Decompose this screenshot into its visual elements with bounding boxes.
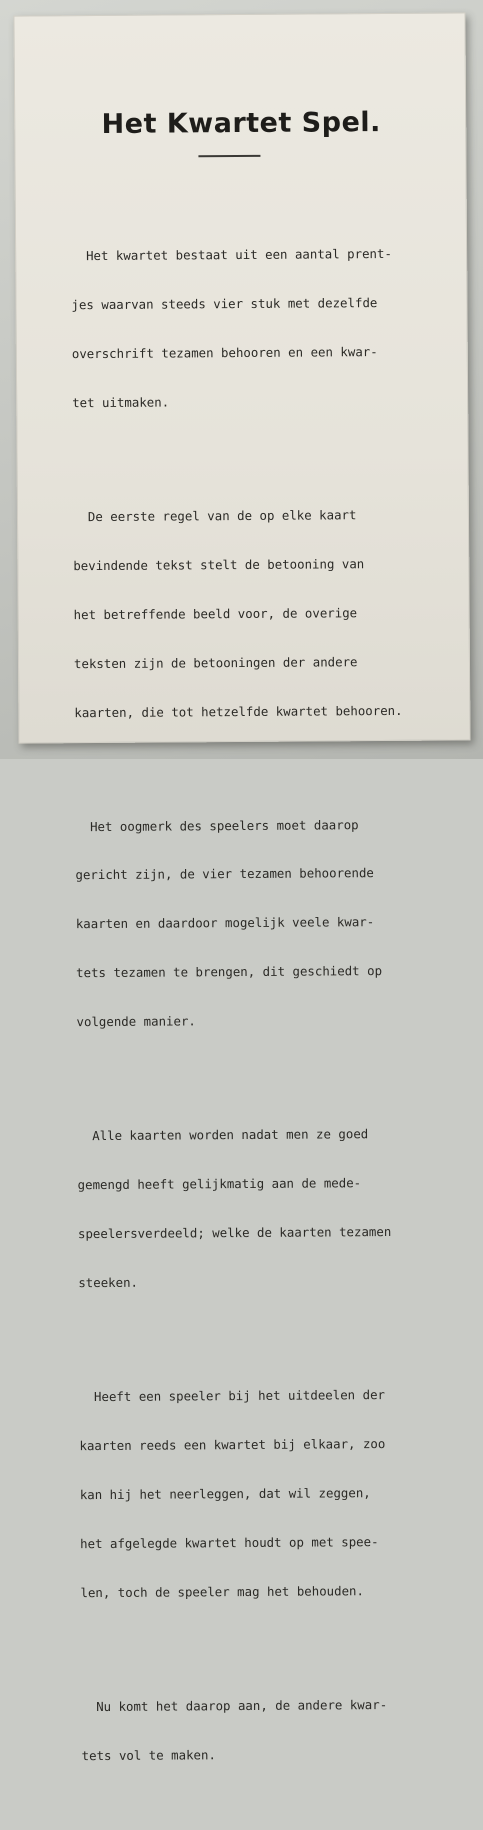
text-line: kaarten, die tot hetzelfde kwartet behooren. xyxy=(74,702,403,720)
text-line: gemengd heeft gelijkmatig aan de mede- xyxy=(77,1175,362,1193)
text-line: kaarten reeds een kwartet bij elkaar, zoo xyxy=(79,1435,386,1454)
text-line: tets vol te maken. xyxy=(81,1746,216,1763)
text-line: steeken. xyxy=(78,1274,139,1291)
text-line: Het oogmerk des speelers moet daarop xyxy=(75,816,359,834)
text-line: Het kwartet bestaat uit een aantal prent- xyxy=(71,246,392,264)
text-line: teksten zijn de betooningen der andere xyxy=(73,653,358,671)
text-line: Nu komt het daarop aan, de andere kwar- xyxy=(81,1696,388,1714)
text-line: Heeft een speeler bij het uitdeelen der xyxy=(79,1386,386,1405)
text-line: overschrift tezamen behooren en een kwar- xyxy=(71,344,378,362)
paragraph-objective xyxy=(75,784,426,1063)
text-line: gericht zijn, de vier tezamen behoorende xyxy=(75,865,374,883)
paragraph-dealing xyxy=(77,1093,428,1324)
instruction-card xyxy=(13,12,470,1763)
text-line: Alle kaarten worden nadat men ze goed xyxy=(77,1126,369,1144)
title-divider xyxy=(198,155,260,157)
text-line: tets tezamen te brengen, dit geschiedt op xyxy=(76,963,383,981)
text-line: jes waarvan steeds vier stuk met dezelfde xyxy=(71,295,378,313)
text-line: kaarten en daardoor mogelijk veele kwar- xyxy=(75,914,375,932)
text-line: tet uitmaken. xyxy=(72,394,170,411)
card-title: Het Kwartet Spel. xyxy=(101,107,381,140)
card-body xyxy=(71,181,431,1829)
paragraph-first-line xyxy=(73,474,424,753)
text-line: De eerste regel van de op elke kaart xyxy=(72,507,357,525)
paragraph-laying-down xyxy=(79,1354,430,1633)
text-line: speelersverdeeld; welke de kaarten tezamen xyxy=(77,1223,392,1242)
text-line: het betreffende beeld voor, de overige xyxy=(73,604,358,622)
text-line: volgende manier. xyxy=(76,1013,196,1030)
paragraph-intro xyxy=(71,213,422,444)
text-line: het afgelegde kwartet houdt op met spee- xyxy=(80,1533,379,1551)
text-line: kan hij het neerleggen, dat wil zeggen, xyxy=(79,1484,371,1502)
paragraph-closing xyxy=(81,1664,431,1797)
text-line: bevindende tekst stelt de betooning van xyxy=(73,555,365,574)
text-line: len, toch de speeler mag het behouden. xyxy=(80,1582,365,1600)
